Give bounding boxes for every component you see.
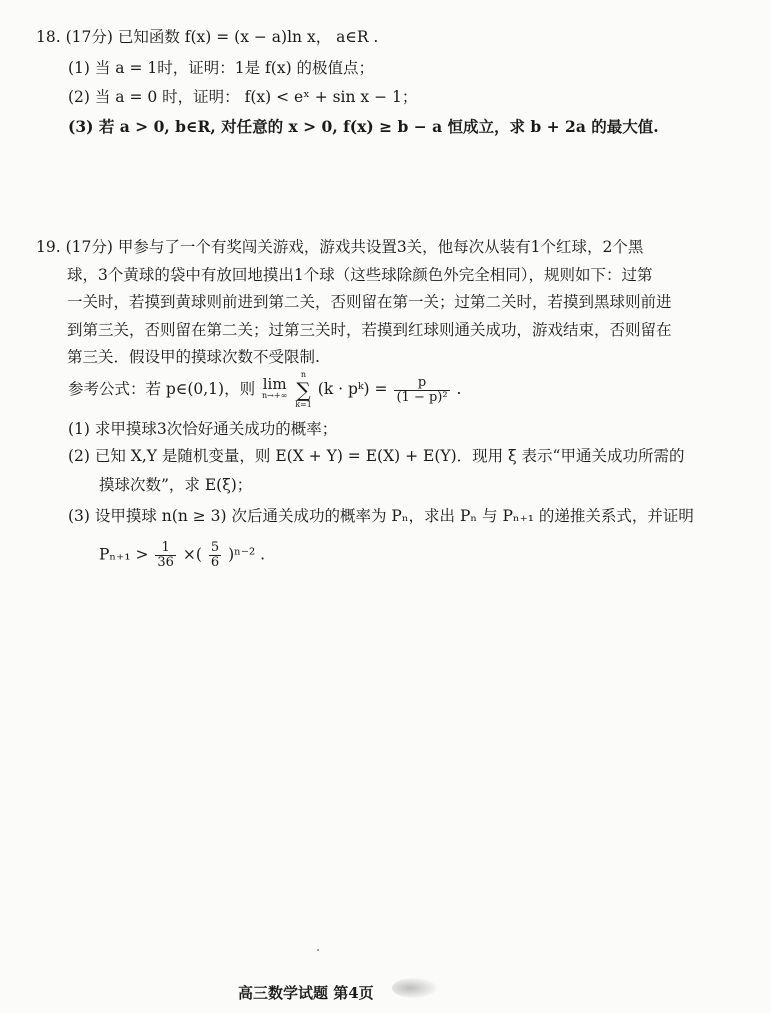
formula-prefix: 参考公式：若 p∈(0,1)，则 — [68, 380, 256, 398]
frac-numerator: p — [394, 376, 449, 391]
lim-word: lim — [262, 375, 287, 393]
ineq-power: )ⁿ⁻² . — [228, 545, 266, 564]
formula-end: . — [456, 380, 462, 398]
ineq-f1-den: 36 — [157, 555, 174, 570]
formula-fraction — [394, 376, 449, 405]
sigma-symbol: ∑ — [296, 378, 311, 402]
ineq-left: Pₙ₊₁ > — [99, 545, 149, 564]
scan-speck — [317, 949, 319, 951]
q19-line-1: 19. (17分) 甲参与了一个有奖闯关游戏，游戏共设置3关，他每次从装有1个红球，2个黑 — [36, 238, 644, 256]
sum-body: (k · pᵏ) = — [317, 380, 388, 398]
ineq-times: ×( — [182, 545, 202, 564]
q19-sub1: (1) 求甲摸球3次恰好通关成功的概率； — [68, 420, 338, 438]
lim-subscript: n→+∞ — [262, 391, 288, 400]
ineq-f1-num: 1 — [155, 541, 176, 556]
sum-lower: k=1 — [295, 400, 312, 409]
sum-operator — [295, 370, 312, 410]
q19-sub3: (3) 设甲摸球 n(n ≥ 3) 次后通关成功的概率为 Pₙ，求出 Pₙ 与 Pₙ₊₁ 的递推关系式，并证明 — [68, 507, 694, 525]
q19-sub2-line2: 摸球次数”，求 E(ξ)； — [99, 476, 253, 494]
q19-inequality — [99, 541, 265, 570]
ineq-fraction-1 — [155, 541, 176, 570]
q19-line-3: 一关时，若摸到黄球则前进到第二关，否则留在第一关；过第二关时，若摸到黑球则前进 — [67, 293, 672, 311]
q19-line-5: 第三关．假设甲的摸球次数不受限制. — [67, 348, 320, 366]
ineq-f2-num: 5 — [210, 540, 220, 555]
scan-smudge — [392, 978, 436, 998]
q19-line-2: 球，3个黄球的袋中有放回地摸出1个球（这些球除颜色外完全相同），规则如下：过第 — [67, 265, 653, 284]
q19-sub2-line1: (2) 已知 X,Y 是随机变量，则 E(X + Y) = E(X) + E(Y)．现用 ξ 表示“甲通关成功所需的 — [68, 447, 685, 465]
ineq-f2-den: 6 — [210, 555, 220, 570]
page-footer: 高三数学试题 第4页 — [238, 984, 374, 1002]
sum-upper: n — [300, 370, 307, 379]
q19-line-4: 到第三关，否则留在第二关；过第三关时，若摸到红球则通关成功，游戏结束，否则留在 — [67, 320, 672, 339]
q18-part1: (1) 当 a = 1时，证明：1是 f(x) 的极值点； — [68, 59, 375, 77]
limit-operator — [262, 375, 288, 402]
reference-formula — [68, 370, 461, 410]
q18-part3: (3) 若 a > 0, b∈R, 对任意的 x > 0, f(x) ≥ b − a 恒成立，求 b + 2a 的最大值. — [68, 117, 659, 136]
frac-denominator: (1 − p)² — [396, 389, 448, 405]
q19-statement — [36, 234, 696, 372]
q18-part2: (2) 当 a = 0 时，证明： f(x) < eˣ + sin x − 1； — [68, 88, 418, 106]
ineq-fraction-2 — [209, 541, 221, 570]
q18-header: 18. (17分) 已知函数 f(x) = (x − a)ln x， a∈R . — [36, 28, 379, 46]
